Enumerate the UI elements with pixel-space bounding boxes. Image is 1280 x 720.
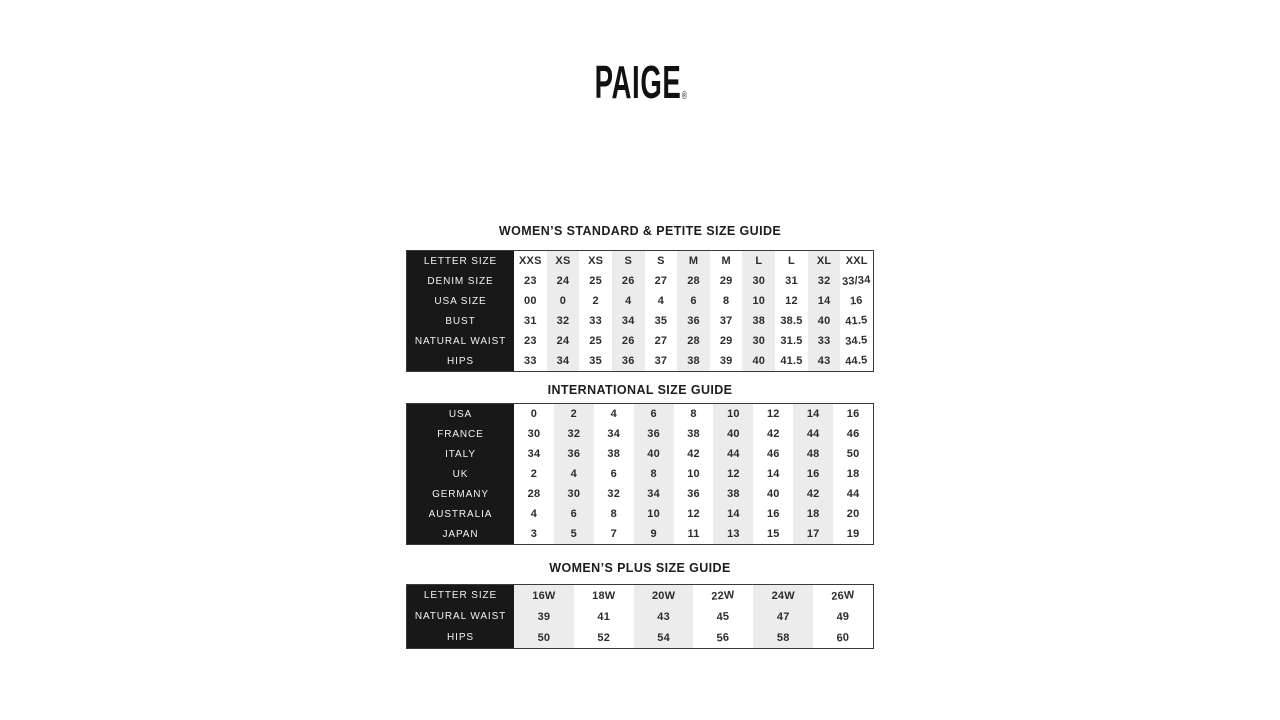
size-cell: 37: [654, 355, 668, 367]
size-cell: 31: [785, 275, 798, 287]
size-cell: 44: [793, 424, 833, 444]
size-cell: 20W: [634, 585, 694, 606]
size-cell: XXL: [845, 255, 868, 267]
size-cell: 32: [808, 271, 841, 291]
size-cell: 39: [719, 355, 733, 367]
table-row: [407, 464, 873, 484]
size-cell: 8: [610, 508, 617, 520]
size-cell: 44: [713, 444, 753, 464]
size-cell: 22W: [711, 588, 736, 603]
table-row: [407, 504, 873, 524]
table-row: [407, 331, 873, 351]
table-row: [407, 444, 873, 464]
size-cell: 18: [793, 504, 833, 524]
size-cell: 18: [846, 468, 860, 480]
size-cell: 50: [514, 627, 574, 648]
size-cell: 34: [634, 484, 674, 504]
size-cell: 42: [793, 484, 833, 504]
size-cell: 34.5: [845, 334, 869, 348]
table-row: [407, 404, 873, 424]
row-label: HIPS: [407, 351, 514, 371]
row-label: AUSTRALIA: [407, 504, 514, 524]
standard-petite-size-table: [406, 250, 874, 372]
row-label: LETTER SIZE: [407, 251, 514, 271]
size-cell: 27: [654, 275, 668, 287]
size-cell: 44: [846, 488, 860, 500]
size-cell: 45: [716, 610, 731, 623]
size-cell: 2: [554, 404, 594, 424]
size-cell: 17: [793, 524, 833, 544]
row-label: FRANCE: [407, 424, 514, 444]
plus-size-table: [406, 584, 874, 649]
size-cell: 47: [753, 606, 813, 627]
size-cell: 26W: [831, 588, 856, 603]
size-cell: 10: [687, 468, 700, 480]
size-cell: 24W: [753, 585, 813, 606]
size-cell: 29: [719, 335, 733, 347]
size-cell: 4: [610, 408, 617, 420]
row-label: LETTER SIZE: [407, 585, 514, 606]
row-label: UK: [407, 464, 514, 484]
size-cell: 46: [766, 448, 780, 460]
size-cell: 50: [846, 448, 860, 460]
size-cell: 34: [527, 448, 541, 460]
size-cell: 60: [836, 631, 850, 644]
row-label: HIPS: [407, 627, 514, 648]
size-cell: 39: [514, 606, 574, 627]
size-cell: 4: [657, 295, 665, 307]
size-cell: 26: [612, 331, 645, 351]
size-cell: 33: [808, 331, 841, 351]
size-cell: 43: [634, 606, 694, 627]
standard-petite-guide-title: WOMEN’S STANDARD & PETITE SIZE GUIDE: [498, 224, 782, 238]
size-cell: 46: [846, 428, 860, 440]
size-cell: 36: [612, 351, 645, 371]
size-cell: 35: [589, 355, 602, 367]
size-cell: 7: [610, 528, 617, 540]
size-cell: 31.5: [780, 335, 803, 347]
size-cell: XXS: [519, 255, 542, 267]
size-cell: 36: [634, 424, 674, 444]
row-label: ITALY: [407, 444, 514, 464]
paige-logo-text: PAIGE: [594, 56, 681, 108]
row-label: NATURAL WAIST: [407, 606, 514, 627]
row-label: DENIM SIZE: [407, 271, 514, 291]
size-cell: 35: [654, 315, 668, 327]
paige-logo: [594, 56, 687, 115]
table-row: [407, 271, 873, 291]
table-row: [407, 524, 873, 544]
plus-guide-title: WOMEN’S PLUS SIZE GUIDE: [549, 561, 731, 575]
size-cell: 26: [612, 271, 645, 291]
size-cell: 49: [836, 610, 850, 623]
size-cell: 14: [793, 404, 833, 424]
size-cell: 30: [554, 484, 594, 504]
size-cell: 20: [846, 508, 860, 520]
row-label: USA: [407, 404, 514, 424]
table-row: [407, 291, 873, 311]
size-cell: 25: [589, 275, 602, 287]
international-guide-title: INTERNATIONAL SIZE GUIDE: [547, 383, 733, 397]
size-cell: 9: [634, 524, 674, 544]
size-cell: 38: [677, 351, 710, 371]
size-cell: 0: [547, 291, 580, 311]
size-cell: 42: [687, 448, 700, 460]
size-cell: 10: [634, 504, 674, 524]
size-cell: 8: [723, 295, 730, 307]
size-cell: 11: [687, 528, 700, 540]
table-row: [407, 627, 873, 648]
size-cell: 40: [634, 444, 674, 464]
size-cell: 36: [554, 444, 594, 464]
size-cell: 28: [677, 271, 710, 291]
size-cell: 19: [846, 528, 860, 540]
size-cell: 14: [766, 468, 780, 480]
size-cell: 16: [793, 464, 833, 484]
size-cell: XS: [588, 255, 604, 267]
size-cell: 0: [530, 408, 538, 420]
size-cell: 24: [547, 331, 580, 351]
size-cell: 56: [716, 631, 731, 644]
row-label: NATURAL WAIST: [407, 331, 514, 351]
size-cell: 32: [554, 424, 594, 444]
size-cell: 34: [607, 428, 621, 440]
size-cell: 16: [766, 508, 780, 520]
size-cell: 36: [677, 311, 710, 331]
size-cell: L: [742, 251, 775, 271]
size-cell: 4: [612, 291, 645, 311]
size-cell: 38: [713, 484, 753, 504]
table-row: [407, 311, 873, 331]
size-cell: 30: [527, 428, 541, 440]
size-cell: 34: [612, 311, 645, 331]
size-cell: 00: [524, 295, 537, 307]
size-cell: 14: [713, 504, 753, 524]
size-cell: 32: [607, 488, 621, 500]
size-cell: 5: [554, 524, 594, 544]
size-cell: 4: [530, 508, 538, 520]
size-cell: 10: [742, 291, 775, 311]
size-cell: XS: [547, 251, 580, 271]
size-cell: 33/34: [842, 273, 872, 289]
size-cell: 30: [742, 271, 775, 291]
size-cell: 10: [713, 404, 753, 424]
size-cell: 28: [527, 488, 541, 500]
table-row: [407, 351, 873, 371]
size-cell: 33: [589, 315, 602, 327]
size-cell: 2: [592, 295, 599, 307]
size-cell: 40: [766, 488, 780, 500]
size-cell: M: [677, 251, 710, 271]
size-cell: 43: [808, 351, 841, 371]
size-cell: 38: [742, 311, 775, 331]
size-cell: 16: [849, 294, 864, 308]
size-cell: L: [787, 255, 795, 267]
size-cell: 8: [634, 464, 674, 484]
size-cell: 16W: [514, 585, 574, 606]
size-cell: 38: [607, 448, 621, 460]
row-label: USA SIZE: [407, 291, 514, 311]
size-cell: 6: [677, 291, 710, 311]
size-cell: 36: [687, 488, 700, 500]
row-label: GERMANY: [407, 484, 514, 504]
size-cell: 52: [597, 631, 611, 644]
size-cell: 37: [719, 315, 733, 327]
size-cell: 23: [524, 275, 537, 287]
size-cell: 4: [554, 464, 594, 484]
size-cell: 15: [766, 528, 780, 540]
size-cell: 38.5: [780, 315, 803, 327]
size-cell: 44.5: [845, 354, 869, 368]
table-row: [407, 251, 873, 271]
size-cell: 6: [554, 504, 594, 524]
table-row: [407, 484, 873, 504]
size-cell: 38: [687, 428, 700, 440]
size-cell: 30: [742, 331, 775, 351]
size-cell: M: [721, 255, 731, 267]
size-guide-content: [406, 224, 874, 649]
table-row: [407, 585, 873, 606]
row-label: BUST: [407, 311, 514, 331]
size-cell: 8: [690, 408, 697, 420]
size-cell: 33: [524, 355, 537, 367]
size-cell: 12: [785, 295, 798, 307]
row-label: JAPAN: [407, 524, 514, 544]
brand-header: [0, 0, 1280, 108]
table-row: [407, 424, 873, 444]
size-cell: 48: [793, 444, 833, 464]
size-cell: 24: [547, 271, 580, 291]
size-cell: 41: [597, 610, 611, 623]
size-cell: 18W: [592, 589, 616, 602]
size-cell: 32: [547, 311, 580, 331]
size-cell: 12: [713, 464, 753, 484]
size-cell: 40: [808, 311, 841, 331]
international-size-table: [406, 403, 874, 545]
size-cell: 6: [610, 468, 617, 480]
registered-trademark-icon: ®: [681, 90, 687, 102]
size-cell: 14: [808, 291, 841, 311]
size-cell: 40: [713, 424, 753, 444]
size-cell: 29: [719, 275, 733, 287]
size-cell: 6: [634, 404, 674, 424]
size-cell: S: [612, 251, 645, 271]
size-cell: 31: [524, 315, 537, 327]
size-cell: XL: [808, 251, 841, 271]
size-cell: 41.5: [845, 314, 869, 328]
size-cell: 54: [634, 627, 694, 648]
size-cell: 16: [846, 408, 860, 420]
size-cell: 12: [687, 508, 700, 520]
size-cell: 23: [524, 335, 537, 347]
size-cell: 41.5: [780, 355, 803, 367]
size-cell: 34: [547, 351, 580, 371]
table-row: [407, 606, 873, 627]
size-cell: 27: [654, 335, 668, 347]
size-cell: 42: [766, 428, 780, 440]
size-cell: 2: [530, 468, 538, 480]
size-cell: S: [657, 255, 665, 267]
size-cell: 12: [766, 408, 780, 420]
size-cell: 40: [742, 351, 775, 371]
size-cell: 58: [753, 627, 813, 648]
size-cell: 13: [713, 524, 753, 544]
size-cell: 25: [589, 335, 602, 347]
size-cell: 28: [677, 331, 710, 351]
size-cell: 3: [530, 528, 538, 540]
